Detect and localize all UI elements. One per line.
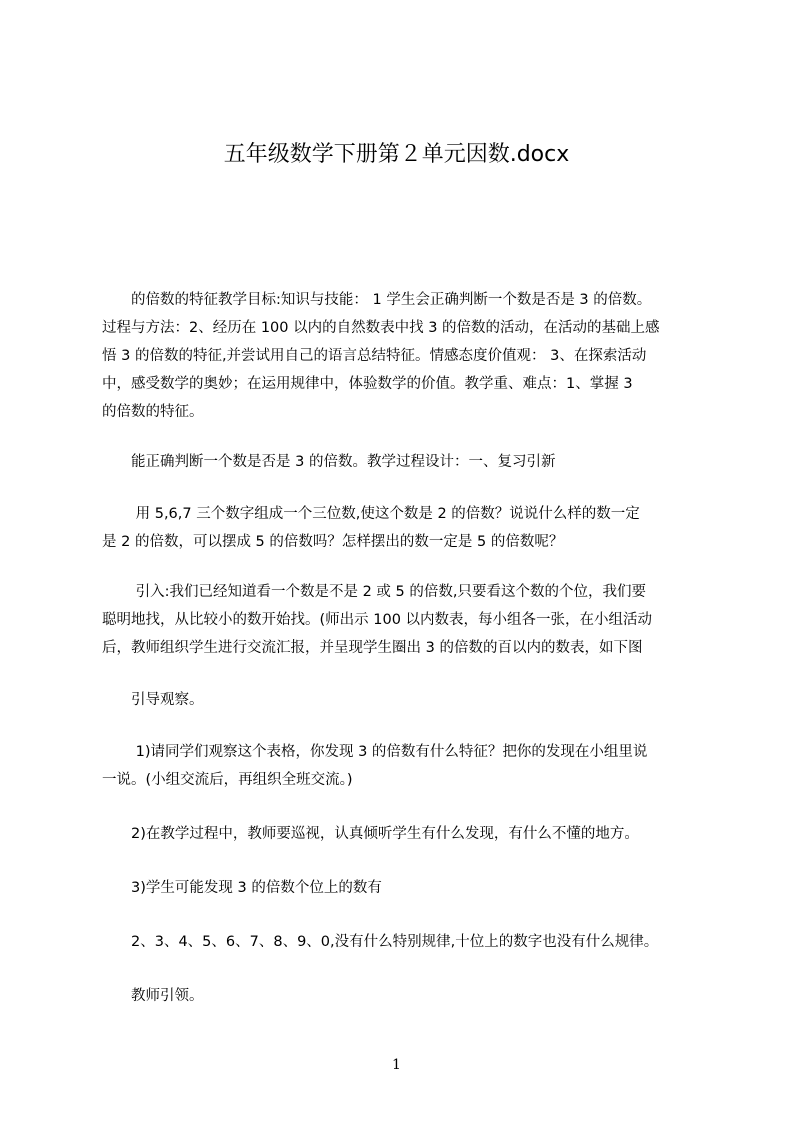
text-line: 2、3、4、5、6、7、8、9、0,没有什么特别规律,十位上的数字也没有什么规律。	[102, 934, 659, 950]
text-line: 3)学生可能发现 3 的倍数个位上的数有	[102, 880, 382, 896]
paragraph-digits	[102, 928, 696, 956]
paragraph-step-2	[102, 820, 696, 848]
text-line: 的倍数的特征教学目标:知识与技能： 1 学生会正确判断一个数是否是 3 的倍数。	[102, 292, 652, 308]
text-line: 后，教师组织学生进行交流汇报，并呈现学生圈出 3 的倍数的百以内的数表，如下图	[102, 640, 643, 656]
text-line: 一说。(小组交流后，再组织全班交流。)	[102, 772, 353, 788]
paragraph-introduction	[102, 578, 696, 662]
paragraph-step-1	[102, 738, 696, 794]
paragraph-objectives	[102, 286, 696, 426]
document-title: 五年级数学下册第２单元因数.docx	[223, 142, 570, 167]
text-line: 过程与方法：2、经历在 100 以内的自然数表中找 3 的倍数的活动，在活动的基础上感	[102, 320, 660, 336]
text-line: 悟 3 的倍数的特征,并尝试用自己的语言总结特征。情感态度价值观： 3、在探索活动	[102, 348, 647, 364]
text-line: 用 5,6,7 三个数字组成一个三位数,使这个数是 2 的倍数？说说什么样的数一定	[102, 506, 640, 522]
text-line: 教师引领。	[102, 988, 204, 1004]
text-line: 的倍数的特征。	[102, 404, 204, 420]
text-line: 1)请同学们观察这个表格，你发现 3 的倍数有什么特征？把你的发现在小组里说	[102, 744, 648, 760]
paragraph-guided-observation	[102, 686, 696, 714]
paragraph-review	[102, 500, 696, 556]
text-line: 中，感受数学的奥妙；在运用规律中，体验数学的价值。教学重、难点：1、掌握 3	[102, 376, 633, 392]
text-line: 2)在教学过程中，教师要巡视，认真倾听学生有什么发现，有什么不懂的地方。	[102, 826, 639, 842]
text-line: 引导观察。	[102, 692, 204, 708]
text-line: 是 2 的倍数，可以摆成 5 的倍数吗？怎样摆出的数一定是 5 的倍数呢？	[102, 534, 564, 550]
text-line: 能正确判断一个数是否是 3 的倍数。教学过程设计：一、复习引新	[102, 454, 556, 470]
paragraph-step-3	[102, 874, 696, 902]
paragraph-process-intro	[102, 448, 696, 476]
page-number: 1	[392, 1057, 401, 1073]
text-line: 引入:我们已经知道看一个数是不是 2 或 5 的倍数,只要看这个数的个位，我们要	[102, 584, 646, 600]
paragraph-teacher-guide	[102, 982, 696, 1010]
text-line: 聪明地找，从比较小的数开始找。(师出示 100 以内数表，每小组各一张，在小组活动	[102, 612, 653, 628]
